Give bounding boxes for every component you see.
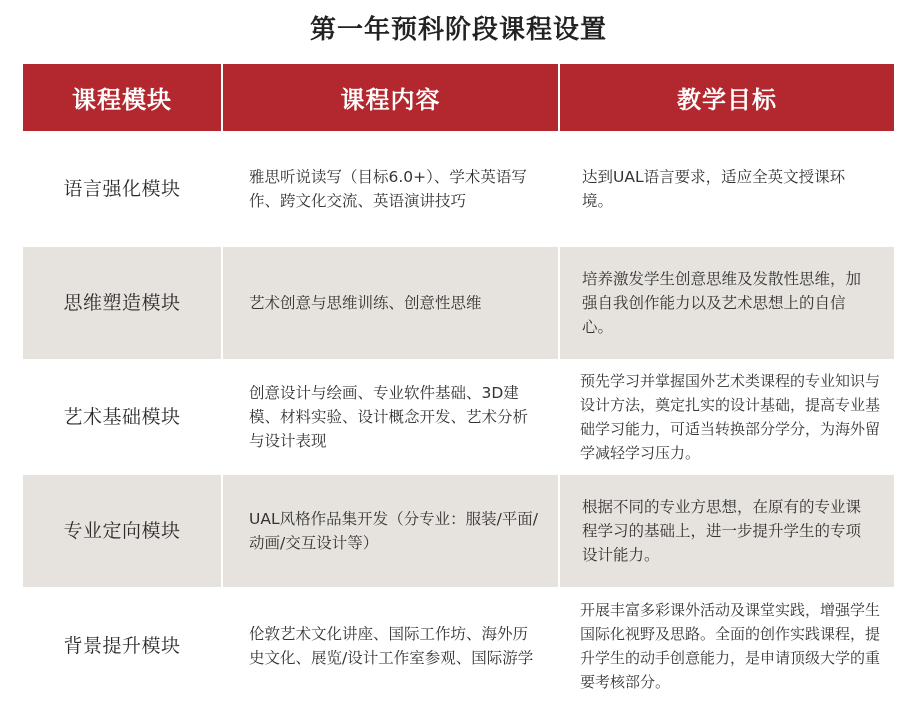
content-cell: 雅思听说读写（目标6.0+）、学术英语写作、跨文化交流、英语演讲技巧 [223, 133, 558, 245]
goal-cell: 开展丰富多彩课外活动及课堂实践，增强学生国际化视野及思路。全面的创作实践课程，提升学生的动手创意能力，是申请顶级大学的重要考核部分。 [560, 589, 894, 703]
goal-cell: 根据不同的专业方思想，在原有的专业课程学习的基础上，进一步提升学生的专项设计能力。 [560, 475, 894, 587]
content-cell: UAL风格作品集开发（分专业：服装/平面/动画/交互设计等） [223, 475, 558, 587]
module-cell: 专业定向模块 [23, 475, 221, 587]
page-title: 第一年预科阶段课程设置 [309, 15, 607, 45]
content-cell: 艺术创意与思维训练、创意性思维 [223, 247, 558, 359]
module-cell: 语言强化模块 [23, 133, 221, 245]
goal-cell: 预先学习并掌握国外艺术类课程的专业知识与设计方法，奠定扎实的设计基础，提高专业基础学习能力，可适当转换部分学分，为海外留学减轻学习压力。 [560, 361, 894, 473]
content-cell: 伦敦艺术文化讲座、国际工作坊、海外历史文化、展览/设计工作室参观、国际游学 [223, 589, 558, 703]
goal-cell: 达到UAL语言要求，适应全英文授课环境。 [560, 133, 894, 245]
header-content: 课程内容 [223, 64, 558, 131]
content-cell: 创意设计与绘画、专业软件基础、3D建模、材料实验、设计概念开发、艺术分析与设计表现 [223, 361, 558, 473]
module-cell: 背景提升模块 [23, 589, 221, 703]
header-goal: 教学目标 [560, 64, 894, 131]
curriculum-table [23, 64, 890, 697]
header-module: 课程模块 [23, 64, 221, 131]
module-cell: 艺术基础模块 [23, 361, 221, 473]
module-cell: 思维塑造模块 [23, 247, 221, 359]
goal-cell: 培养激发学生创意思维及发散性思维，加强自我创作能力以及艺术思想上的自信心。 [560, 247, 894, 359]
